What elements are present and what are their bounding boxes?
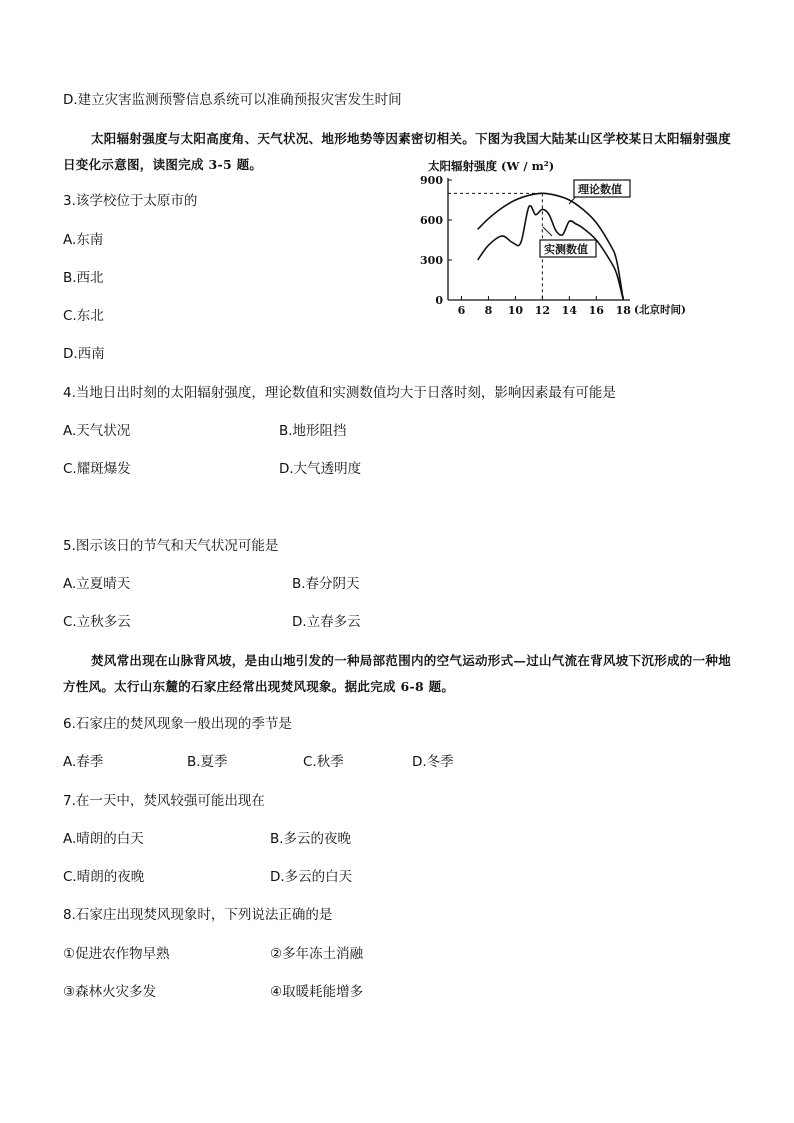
q8-option-2: ②多年冻土消融 [270,946,364,962]
q4-option-c: C.耀斑爆发 [63,461,131,477]
passage-foehn-wind: 焚风常出现在山脉背风坡，是由山地引发的一种局部范围内的空气运动形式—过山气流在背风坡下沉形成的一种地方性风。太行山东麓的石家庄经常出现焚风现象。据此完成 6-8 题。 [63,653,732,694]
x-tick-labels [458,296,632,317]
q5-option-b: B.春分阴天 [292,576,360,592]
q7-stem: 7.在一天中，焚风较强可能出现在 [63,793,265,809]
q3-option-a: A.东南 [63,232,104,248]
y-tick-label: 600 [420,214,443,227]
y-tick-labels [420,174,452,307]
q4-option-a: A.天气状况 [63,423,131,439]
legend-theoretical-label: 理论数值 [578,183,622,196]
legend-measured-label: 实测数值 [544,243,588,256]
x-tick-label: 10 [507,304,524,317]
q7-option-b: B.多云的夜晚 [270,831,352,847]
q6-option-b: B.夏季 [187,754,228,770]
x-axis-label: (北京时间) [634,304,686,316]
x-tick-label: 14 [561,304,577,317]
q5-option-d: D.立春多云 [292,614,361,630]
q6-option-c: C.秋季 [303,754,344,770]
x-tick-label: 18 [615,304,631,317]
q3-option-c: C.东北 [63,308,104,324]
q3-stem: 3.该学校位于太原市的 [63,193,198,209]
legend-theoretical [569,180,630,204]
q6-option-d: D.冬季 [412,754,454,770]
q5-option-a: A.立夏晴天 [63,576,131,592]
y-tick-label: 0 [435,294,443,307]
q3-option-b: B.西北 [63,270,104,286]
q5-option-c: C.立秋多云 [63,614,131,630]
q3-option-d: D.西南 [63,346,105,362]
solar-radiation-chart [420,158,710,322]
q8-option-3: ③森林火灾多发 [63,984,157,1000]
q4-option-b: B.地形阻挡 [279,423,347,439]
q8-stem: 8.石家庄出现焚风现象时，下列说法正确的是 [63,907,333,923]
q4-stem: 4.当地日出时刻的太阳辐射强度，理论数值和实测数值均大于日落时刻，影响因素最有可能是 [63,385,616,401]
x-tick-label: 12 [534,304,551,317]
passage-solar-radiation: 太阳辐射强度与太阳高度角、天气状况、地形地势等因素密切相关。下图为我国大陆某山区学校某日太阳辐射强度日变化示意图，读图完成 3-5 题。 [63,131,732,172]
q4-option-d: D.大气透明度 [279,461,362,477]
q5-stem: 5.图示该日的节气和天气状况可能是 [63,538,279,554]
y-tick-label: 300 [420,254,443,267]
q7-option-a: A.晴朗的白天 [63,831,144,847]
q8-option-4: ④取暖耗能增多 [270,984,364,1000]
q7-option-d: D.多云的白天 [270,869,353,885]
q7-option-c: C.晴朗的夜晚 [63,869,145,885]
q8-option-1: ①促进农作物早熟 [63,946,170,962]
y-tick-label: 900 [420,174,443,187]
x-tick-label: 8 [484,304,493,317]
y-axis-label: 太阳辐射强度 (W / m²) [428,159,555,173]
x-tick-label: 16 [588,304,604,317]
q6-stem: 6.石家庄的焚风现象一般出现的季节是 [63,716,292,732]
q6-option-a: A.春季 [63,754,104,770]
q2-option-d: D.建立灾害监测预警信息系统可以准确预报灾害发生时间 [63,92,402,108]
x-tick-label: 6 [457,304,466,317]
